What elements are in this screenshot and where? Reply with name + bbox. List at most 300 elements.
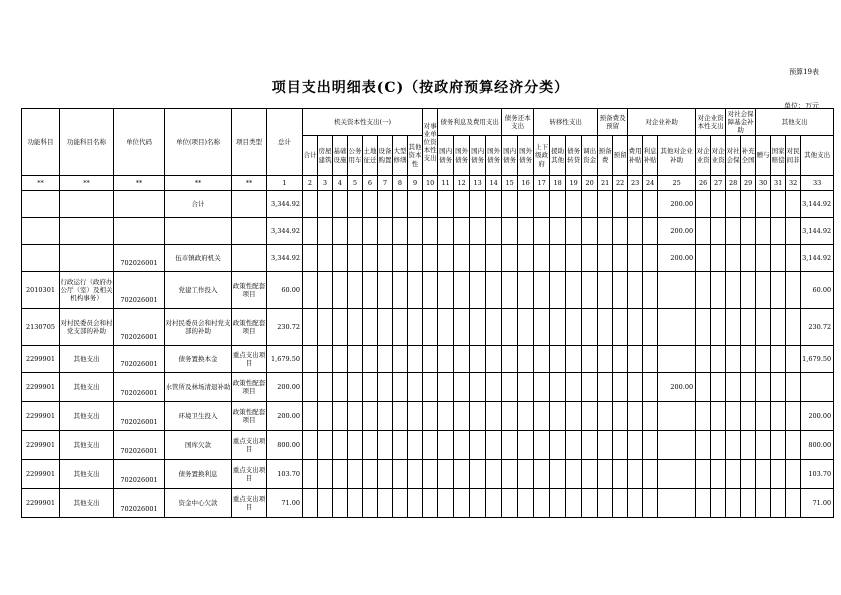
empty-cell <box>741 245 756 272</box>
empty-cell <box>643 272 658 309</box>
table-row <box>22 460 834 489</box>
empty-cell <box>318 373 333 402</box>
unit-name-cell: 合计 <box>165 191 232 218</box>
empty-cell <box>771 402 786 431</box>
unit-code-cell: 702026001 <box>114 489 165 518</box>
empty-cell <box>534 373 550 402</box>
empty-cell <box>470 402 486 431</box>
empty-cell <box>771 373 786 402</box>
empty-cell <box>628 218 643 245</box>
empty-cell <box>363 460 378 489</box>
page-title: 项目支出明细表(C)（按政府预算经济分类） <box>271 80 570 96</box>
other-expense-cell: 60.00 <box>801 272 834 309</box>
other-expense-cell: 3,144.92 <box>801 218 834 245</box>
empty-cell <box>303 218 318 245</box>
proj-type-cell: 重点支出项目 <box>232 346 267 373</box>
empty-cell <box>696 373 711 402</box>
enterprise-subsidy-cell <box>658 489 696 518</box>
project-expense-table <box>21 108 834 518</box>
empty-cell <box>711 373 726 402</box>
header-group-debt-principal: 债务还本支出 <box>502 109 534 136</box>
other-expense-cell: 230.72 <box>801 309 834 346</box>
empty-cell <box>303 309 318 346</box>
column-index: 16 <box>518 176 534 191</box>
empty-cell <box>303 245 318 272</box>
empty-cell <box>726 272 741 309</box>
empty-cell <box>408 373 423 402</box>
column-index: 2 <box>303 176 318 191</box>
unit-code-cell: 702026001 <box>114 346 165 373</box>
total-cell: 200.00 <box>267 402 303 431</box>
empty-cell <box>454 489 470 518</box>
empty-cell <box>393 460 408 489</box>
empty-cell <box>318 431 333 460</box>
empty-cell <box>348 373 363 402</box>
empty-cell <box>756 346 771 373</box>
empty-cell <box>566 489 582 518</box>
empty-cell <box>643 489 658 518</box>
empty-cell <box>303 346 318 373</box>
header-func-name: 功能科目名称 <box>60 109 114 176</box>
empty-cell <box>348 402 363 431</box>
proj-type-cell: 重点支出项目 <box>232 489 267 518</box>
empty-cell <box>756 373 771 402</box>
subheader: 国外债务 <box>454 136 470 176</box>
empty-cell <box>502 191 518 218</box>
total-cell: 200.00 <box>267 373 303 402</box>
empty-cell <box>598 309 613 346</box>
empty-cell <box>566 245 582 272</box>
empty-cell <box>771 460 786 489</box>
column-index: ** <box>60 176 114 191</box>
column-index: ** <box>165 176 232 191</box>
empty-cell <box>726 309 741 346</box>
empty-cell <box>502 489 518 518</box>
empty-cell <box>378 346 393 373</box>
form-reference: 预算19表 <box>789 68 819 76</box>
empty-cell <box>303 489 318 518</box>
proj-type-cell: 政策性配套项目 <box>232 309 267 346</box>
func-name-cell: 其他支出 <box>60 489 114 518</box>
unit-code-cell: 702026001 <box>114 245 165 272</box>
column-index: 13 <box>470 176 486 191</box>
empty-cell <box>438 460 454 489</box>
empty-cell <box>628 460 643 489</box>
empty-cell <box>502 218 518 245</box>
func-name-cell <box>60 218 114 245</box>
empty-cell <box>726 218 741 245</box>
func-code-cell <box>22 245 60 272</box>
empty-cell <box>534 346 550 373</box>
header-group-institution-capital: 对事业单位资本性支出 <box>423 109 438 176</box>
empty-cell <box>643 218 658 245</box>
subheader: 调出资金 <box>582 136 598 176</box>
empty-cell <box>598 191 613 218</box>
empty-cell <box>628 402 643 431</box>
empty-cell <box>582 489 598 518</box>
empty-cell <box>771 272 786 309</box>
empty-cell <box>486 191 502 218</box>
empty-cell <box>756 431 771 460</box>
empty-cell <box>566 431 582 460</box>
empty-cell <box>518 431 534 460</box>
empty-cell <box>486 489 502 518</box>
empty-cell <box>582 373 598 402</box>
empty-cell <box>423 245 438 272</box>
empty-cell <box>550 245 566 272</box>
column-index: 3 <box>318 176 333 191</box>
other-expense-cell: 71.00 <box>801 489 834 518</box>
unit-name-cell: 对村民委员会和村党支部的补助 <box>165 309 232 346</box>
column-index: 25 <box>658 176 696 191</box>
empty-cell <box>363 245 378 272</box>
enterprise-subsidy-cell <box>658 402 696 431</box>
header-group-social-security: 对社会保障基金补助 <box>727 109 754 135</box>
empty-cell <box>756 272 771 309</box>
empty-cell <box>741 373 756 402</box>
empty-cell <box>582 272 598 309</box>
header-proj-type: 项目类型 <box>232 109 267 176</box>
subheader: 对企业资 <box>696 136 711 176</box>
subheader: 赠与 <box>756 136 771 176</box>
subheader: 预备费 <box>598 136 613 176</box>
empty-cell <box>393 346 408 373</box>
empty-cell <box>408 489 423 518</box>
empty-cell <box>408 218 423 245</box>
func-code-cell: 2130705 <box>22 309 60 346</box>
unit-name-cell: 党建工作投入 <box>165 272 232 309</box>
empty-cell <box>771 489 786 518</box>
table-row <box>22 191 834 218</box>
empty-cell <box>598 402 613 431</box>
empty-cell <box>470 346 486 373</box>
enterprise-subsidy-cell <box>658 346 696 373</box>
empty-cell <box>550 373 566 402</box>
empty-cell <box>550 218 566 245</box>
empty-cell <box>486 346 502 373</box>
empty-cell <box>363 489 378 518</box>
empty-cell <box>786 346 801 373</box>
table-row <box>22 309 834 346</box>
subheader: 公务用车 <box>348 136 363 176</box>
enterprise-subsidy-cell <box>658 431 696 460</box>
empty-cell <box>423 309 438 346</box>
empty-cell <box>786 309 801 346</box>
column-index: 21 <box>598 176 613 191</box>
column-index: 28 <box>726 176 741 191</box>
enterprise-subsidy-cell <box>658 272 696 309</box>
empty-cell <box>771 431 786 460</box>
empty-cell <box>756 245 771 272</box>
empty-cell <box>598 431 613 460</box>
empty-cell <box>423 191 438 218</box>
empty-cell <box>534 402 550 431</box>
empty-cell <box>696 191 711 218</box>
empty-cell <box>518 460 534 489</box>
proj-type-cell <box>232 191 267 218</box>
empty-cell <box>438 373 454 402</box>
empty-cell <box>470 218 486 245</box>
empty-cell <box>393 309 408 346</box>
empty-cell <box>333 460 348 489</box>
empty-cell <box>628 191 643 218</box>
empty-cell <box>393 218 408 245</box>
empty-cell <box>756 460 771 489</box>
empty-cell <box>333 402 348 431</box>
empty-cell <box>582 245 598 272</box>
proj-type-cell: 重点支出项目 <box>232 460 267 489</box>
empty-cell <box>643 373 658 402</box>
empty-cell <box>318 309 333 346</box>
column-index: 9 <box>408 176 423 191</box>
empty-cell <box>741 460 756 489</box>
empty-cell <box>454 402 470 431</box>
empty-cell <box>566 272 582 309</box>
func-code-cell: 2299901 <box>22 346 60 373</box>
column-index: 29 <box>741 176 756 191</box>
empty-cell <box>582 431 598 460</box>
empty-cell <box>598 460 613 489</box>
empty-cell <box>333 373 348 402</box>
empty-cell <box>786 245 801 272</box>
subheader: 援助其他 <box>550 136 566 176</box>
subheader: 上下级政府 <box>534 136 550 176</box>
subheader: 国内债务 <box>438 136 454 176</box>
empty-cell <box>771 245 786 272</box>
column-index: 10 <box>423 176 438 191</box>
header-unit-name: 单位(项目)名称 <box>165 109 232 176</box>
empty-cell <box>711 272 726 309</box>
empty-cell <box>408 309 423 346</box>
empty-cell <box>643 402 658 431</box>
empty-cell <box>363 346 378 373</box>
empty-cell <box>454 272 470 309</box>
empty-cell <box>628 309 643 346</box>
empty-cell <box>333 191 348 218</box>
empty-cell <box>303 431 318 460</box>
column-index: 26 <box>696 176 711 191</box>
empty-cell <box>534 309 550 346</box>
empty-cell <box>454 309 470 346</box>
subheader: 大型修缮 <box>393 136 408 176</box>
empty-cell <box>363 218 378 245</box>
empty-cell <box>598 346 613 373</box>
empty-cell <box>696 245 711 272</box>
empty-cell <box>711 245 726 272</box>
other-expense-cell <box>801 373 834 402</box>
empty-cell <box>566 373 582 402</box>
empty-cell <box>348 431 363 460</box>
empty-cell <box>566 346 582 373</box>
empty-cell <box>741 272 756 309</box>
column-index: 31 <box>771 176 786 191</box>
column-index: 22 <box>613 176 628 191</box>
column-index: 19 <box>566 176 582 191</box>
empty-cell <box>550 191 566 218</box>
column-index: ** <box>22 176 60 191</box>
enterprise-subsidy-cell: 200.00 <box>658 245 696 272</box>
empty-cell <box>786 191 801 218</box>
proj-type-cell: 重点支出项目 <box>232 431 267 460</box>
empty-cell <box>786 272 801 309</box>
column-index: 30 <box>756 176 771 191</box>
subheader: 设备购置 <box>378 136 393 176</box>
empty-cell <box>454 346 470 373</box>
empty-cell <box>438 489 454 518</box>
empty-cell <box>518 218 534 245</box>
subheader: 国外债务 <box>518 136 534 176</box>
empty-cell <box>502 460 518 489</box>
empty-cell <box>582 346 598 373</box>
empty-cell <box>348 245 363 272</box>
subheader: 合计 <box>303 136 318 176</box>
column-index: 20 <box>582 176 598 191</box>
column-index: 14 <box>486 176 502 191</box>
empty-cell <box>518 373 534 402</box>
empty-cell <box>318 191 333 218</box>
unit-code-cell: 702026001 <box>114 431 165 460</box>
empty-cell <box>393 402 408 431</box>
empty-cell <box>378 402 393 431</box>
total-cell: 3,344.92 <box>267 245 303 272</box>
empty-cell <box>613 309 628 346</box>
empty-cell <box>408 346 423 373</box>
subheader: 国外债务 <box>486 136 502 176</box>
header-group-other: 其他支出 <box>756 109 834 136</box>
empty-cell <box>534 272 550 309</box>
empty-cell <box>534 191 550 218</box>
empty-cell <box>518 309 534 346</box>
column-index-row <box>22 176 834 191</box>
empty-cell <box>613 489 628 518</box>
empty-cell <box>502 373 518 402</box>
empty-cell <box>643 460 658 489</box>
empty-cell <box>303 460 318 489</box>
empty-cell <box>711 460 726 489</box>
column-index: 7 <box>378 176 393 191</box>
empty-cell <box>726 191 741 218</box>
empty-cell <box>771 218 786 245</box>
empty-cell <box>438 272 454 309</box>
empty-cell <box>486 460 502 489</box>
empty-cell <box>318 245 333 272</box>
empty-cell <box>502 309 518 346</box>
empty-cell <box>486 218 502 245</box>
empty-cell <box>628 245 643 272</box>
empty-cell <box>756 191 771 218</box>
func-name-cell: 其他支出 <box>60 346 114 373</box>
empty-cell <box>786 431 801 460</box>
empty-cell <box>393 489 408 518</box>
empty-cell <box>566 309 582 346</box>
subheader: 土地征迁 <box>363 136 378 176</box>
empty-cell <box>613 460 628 489</box>
table-row <box>22 272 834 309</box>
empty-cell <box>741 489 756 518</box>
empty-cell <box>318 489 333 518</box>
empty-cell <box>486 245 502 272</box>
empty-cell <box>393 373 408 402</box>
empty-cell <box>486 402 502 431</box>
subheader: 费用补贴 <box>628 136 643 176</box>
enterprise-subsidy-cell: 200.00 <box>658 218 696 245</box>
empty-cell <box>696 346 711 373</box>
func-code-cell: 2299901 <box>22 460 60 489</box>
column-index: 15 <box>502 176 518 191</box>
table-row <box>22 245 834 272</box>
empty-cell <box>582 309 598 346</box>
empty-cell <box>423 346 438 373</box>
empty-cell <box>643 309 658 346</box>
empty-cell <box>534 431 550 460</box>
func-code-cell: 2299901 <box>22 373 60 402</box>
unit-code-cell <box>114 218 165 245</box>
func-code-cell: 2299901 <box>22 402 60 431</box>
empty-cell <box>598 245 613 272</box>
empty-cell <box>303 191 318 218</box>
empty-cell <box>333 272 348 309</box>
empty-cell <box>534 460 550 489</box>
empty-cell <box>726 402 741 431</box>
empty-cell <box>393 245 408 272</box>
empty-cell <box>470 245 486 272</box>
empty-cell <box>470 373 486 402</box>
total-cell: 230.72 <box>267 309 303 346</box>
empty-cell <box>438 218 454 245</box>
empty-cell <box>696 489 711 518</box>
empty-cell <box>582 402 598 431</box>
other-expense-cell: 3,144.92 <box>801 191 834 218</box>
empty-cell <box>696 272 711 309</box>
empty-cell <box>486 309 502 346</box>
empty-cell <box>726 245 741 272</box>
total-cell: 71.00 <box>267 489 303 518</box>
empty-cell <box>518 346 534 373</box>
empty-cell <box>741 346 756 373</box>
header-group-debt-interest: 债务利息及费用支出 <box>438 109 502 136</box>
header-group-capital: 机关资本性支出(一) <box>303 109 423 136</box>
empty-cell <box>741 218 756 245</box>
func-name-cell <box>60 245 114 272</box>
empty-cell <box>423 460 438 489</box>
unit-code-cell: 702026001 <box>114 309 165 346</box>
other-expense-cell: 1,679.50 <box>801 346 834 373</box>
empty-cell <box>318 460 333 489</box>
empty-cell <box>333 309 348 346</box>
empty-cell <box>741 431 756 460</box>
empty-cell <box>318 272 333 309</box>
empty-cell <box>643 346 658 373</box>
empty-cell <box>711 191 726 218</box>
column-index: 8 <box>393 176 408 191</box>
empty-cell <box>534 218 550 245</box>
proj-type-cell <box>232 218 267 245</box>
empty-cell <box>408 245 423 272</box>
empty-cell <box>534 489 550 518</box>
empty-cell <box>470 431 486 460</box>
empty-cell <box>756 218 771 245</box>
empty-cell <box>726 489 741 518</box>
func-name-cell: 其他支出 <box>60 460 114 489</box>
empty-cell <box>393 272 408 309</box>
empty-cell <box>550 346 566 373</box>
empty-cell <box>741 402 756 431</box>
subheader: 债务转贷 <box>566 136 582 176</box>
func-code-cell <box>22 191 60 218</box>
total-cell: 103.70 <box>267 460 303 489</box>
table-row <box>22 373 834 402</box>
empty-cell <box>378 218 393 245</box>
